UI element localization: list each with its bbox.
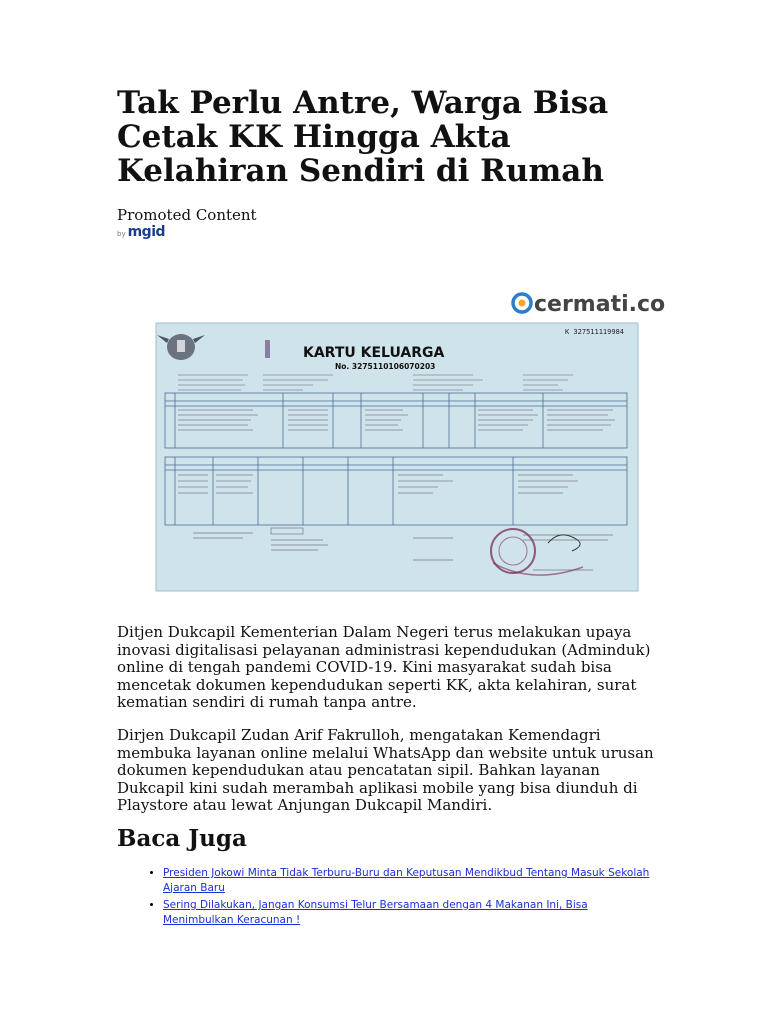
article-title: Tak Perlu Antre, Warga Bisa Cetak KK Hingga Akta Kelahiran Sendiri di Rumah: [117, 85, 609, 189]
related-link-2[interactable]: Sering Dilakukan, Jangan Konsumsi Telur Bersamaan dengan 4 Makanan Ini, Bisa Menimbulkan Keracunan !: [163, 899, 588, 926]
list-item: [163, 866, 653, 895]
related-list: [135, 866, 653, 930]
card-number: No. 3275110106070203: [335, 362, 436, 371]
article-paragraph-1: Ditjen Dukcapil Kementerian Dalam Negeri terus melakukan upaya inovasi digitalisasi pelayanan administrasi kependudukan (Adminduk) online di tengah pandemi COVID-19. Kini masyarakat sudah bisa mencetak dokumen kependudukan seperti KK, akta kelahiran, surat kematian sendiri di rumah tanpa antre.: [117, 623, 651, 711]
promo-by-label: by: [117, 230, 126, 238]
related-heading: Baca Juga: [117, 825, 247, 852]
hero-image-kartu-keluarga: [153, 285, 666, 605]
mgid-logo-link[interactable]: [117, 224, 165, 240]
related-link-1[interactable]: Presiden Jokowi Minta Tidak Terburu-Buru dan Keputusan Mendikbud Tentang Masuk Sekolah Ajaran Baru: [163, 867, 650, 894]
cermati-logo: [513, 292, 665, 317]
mgid-logo: mgid: [127, 224, 166, 240]
card-title: KARTU KELUARGA: [303, 345, 445, 361]
card-corner-number: K 327511119984: [565, 328, 625, 336]
promoted-content-label: Promoted Content: [117, 206, 257, 224]
cermati-watermark-text: cermati.co: [534, 292, 666, 317]
article-paragraph-2: Dirjen Dukcapil Zudan Arif Fakrulloh, mengatakan Kemendagri membuka layanan online melalui WhatsApp dan website untuk urusan dokumen kependudukan atau pencatatan sipil. Bahkan layanan Dukcapil kini sudah merambah aplikasi mobile yang bisa diunduh di Playstore atau lewat Anjungan Dukcapil Mandiri.: [117, 726, 654, 814]
list-item: [163, 898, 653, 927]
